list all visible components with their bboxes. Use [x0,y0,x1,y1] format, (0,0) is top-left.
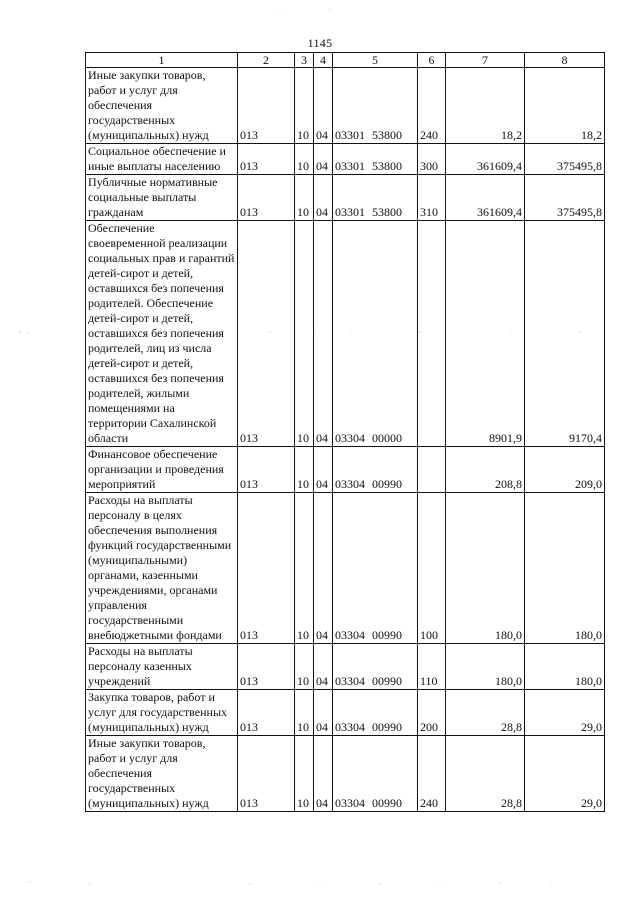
cell-subsection: 04 [314,736,333,812]
cell-ministry-code: 013 [238,447,295,493]
cell-amount-col7: 8901,9 [446,221,525,447]
cell-expense-type: 200 [418,690,446,736]
row-name: Расходы на выплаты персоналу в целях обеспечения выполнения функций государственными (муниципальными) органами, казенными учреждениями, органами управления государственными внебюджетными фондами [86,493,238,644]
cell-section: 10 [295,736,314,812]
cell-section: 10 [295,68,314,144]
cell-target-article: 03304 00990 [333,690,418,736]
cell-target-article: 03304 00990 [333,736,418,812]
cell-subsection: 04 [314,175,333,221]
cell-amount-col8: 29,0 [525,736,605,812]
header-row [86,53,605,68]
cell-target-article: 03301 53800 [333,175,418,221]
table-row [86,690,605,736]
header-col-2: 2 [238,53,295,68]
cell-target-article: 03301 53800 [333,68,418,144]
cell-expense-type [418,221,446,447]
cell-amount-col7: 28,8 [446,690,525,736]
cell-expense-type: 100 [418,493,446,644]
row-name: Расходы на выплаты персоналу казенных учреждений [86,644,238,690]
row-name: Финансовое обеспечение организации и проведения мероприятий [86,447,238,493]
cell-amount-col8: 9170,4 [525,221,605,447]
cell-ministry-code: 013 [238,690,295,736]
row-name: Публичные нормативные социальные выплаты гражданам [86,175,238,221]
table-row [86,736,605,812]
table-row [86,144,605,175]
table-row [86,221,605,447]
cell-amount-col8: 375495,8 [525,144,605,175]
cell-section: 10 [295,175,314,221]
cell-section: 10 [295,493,314,644]
cell-amount-col8: 29,0 [525,690,605,736]
cell-section: 10 [295,644,314,690]
table-row [86,68,605,144]
cell-target-article: 03301 53800 [333,144,418,175]
cell-target-article: 03304 00990 [333,493,418,644]
cell-amount-col7: 18,2 [446,68,525,144]
cell-ministry-code: 013 [238,736,295,812]
cell-ministry-code: 013 [238,175,295,221]
row-name: Социальное обеспечение и иные выплаты населению [86,144,238,175]
cell-amount-col7: 180,0 [446,644,525,690]
cell-expense-type: 240 [418,68,446,144]
cell-expense-type: 110 [418,644,446,690]
cell-section: 10 [295,447,314,493]
row-name: Иные закупки товаров, работ и услуг для обеспечения государственных (муниципальных) нужд [86,68,238,144]
header-col-5: 5 [333,53,418,68]
cell-amount-col7: 361609,4 [446,144,525,175]
cell-target-article: 03304 00000 [333,221,418,447]
cell-amount-col8: 209,0 [525,447,605,493]
cell-ministry-code: 013 [238,493,295,644]
row-name: Иные закупки товаров, работ и услуг для обеспечения государственных (муниципальных) нужд [86,736,238,812]
cell-expense-type [418,447,446,493]
table-row [86,175,605,221]
header-col-3: 3 [295,53,314,68]
table-row [86,644,605,690]
cell-subsection: 04 [314,644,333,690]
cell-amount-col8: 375495,8 [525,175,605,221]
header-col-7: 7 [446,53,525,68]
cell-expense-type: 310 [418,175,446,221]
cell-subsection: 04 [314,493,333,644]
cell-amount-col8: 180,0 [525,493,605,644]
cell-expense-type: 300 [418,144,446,175]
cell-amount-col8: 18,2 [525,68,605,144]
cell-ministry-code: 013 [238,221,295,447]
cell-ministry-code: 013 [238,68,295,144]
cell-subsection: 04 [314,68,333,144]
header-col-6: 6 [418,53,446,68]
cell-amount-col7: 208,8 [446,447,525,493]
row-name: Обеспечение своевременной реализации социальных прав и гарантий детей-сирот и детей, оставшихся без попечения родителей. Обеспечение детей-сирот и детей, оставшихся без попечения родителей, лиц из числа детей-сирот и детей, оставшихся без попечения родителей, жилыми помещениями на территории Сахалинской области [86,221,238,447]
table-row [86,447,605,493]
cell-subsection: 04 [314,690,333,736]
row-name: Закупка товаров, работ и услуг для государственных (муниципальных) нужд [86,690,238,736]
budget-table [85,52,605,812]
page-number: 1145 [307,36,333,50]
cell-amount-col7: 28,8 [446,736,525,812]
table-row [86,493,605,644]
cell-section: 10 [295,221,314,447]
cell-ministry-code: 013 [238,644,295,690]
cell-section: 10 [295,144,314,175]
cell-target-article: 03304 00990 [333,644,418,690]
header-col-8: 8 [525,53,605,68]
header-col-4: 4 [314,53,333,68]
header-col-1: 1 [86,53,238,68]
cell-subsection: 04 [314,144,333,175]
cell-subsection: 04 [314,221,333,447]
cell-ministry-code: 013 [238,144,295,175]
cell-target-article: 03304 00990 [333,447,418,493]
cell-section: 10 [295,690,314,736]
cell-amount-col8: 180,0 [525,644,605,690]
cell-expense-type: 240 [418,736,446,812]
cell-amount-col7: 180,0 [446,493,525,644]
cell-amount-col7: 361609,4 [446,175,525,221]
cell-subsection: 04 [314,447,333,493]
